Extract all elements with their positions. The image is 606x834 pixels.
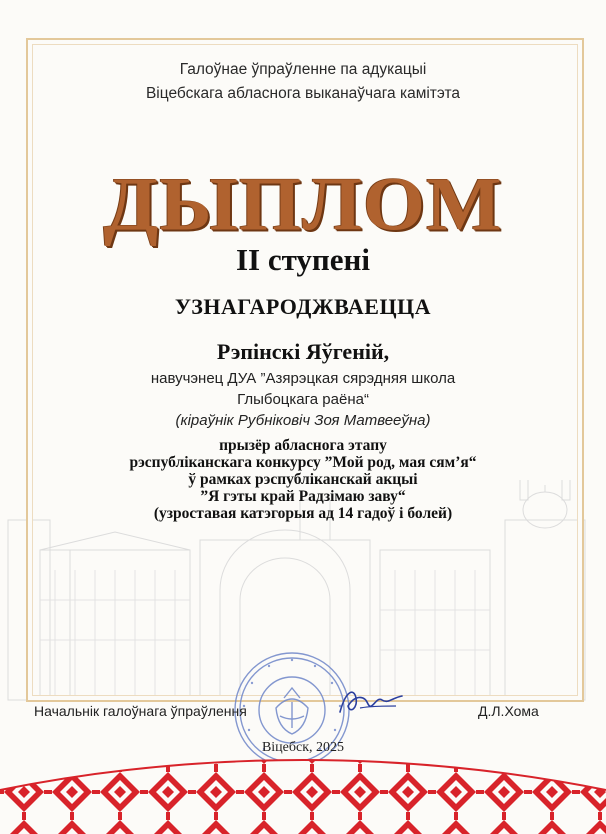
- diploma-title: ДЫПЛОМ: [103, 163, 503, 247]
- issuer-line-2: Віцебскага абласнога выканаўчага камітэта: [145, 85, 461, 102]
- recipient-school-line-2: Глыбоцкага раёна“: [237, 391, 369, 408]
- recipient-info: [0, 368, 606, 431]
- national-ornament-band: [0, 720, 606, 834]
- recipient-school-line-1: навучэнец ДУА ”Азярэцкая сярэдняя школа: [150, 370, 456, 387]
- prize-line-5: (узроставая катэгорыя ад 14 гадоў і болей): [153, 505, 453, 522]
- handwritten-signature-icon: [336, 684, 406, 720]
- prize-line-1: прызёр абласнога этапу: [219, 437, 387, 454]
- signatory-position: Начальнік галоўнага ўпраўлення: [34, 703, 247, 719]
- prize-line-3: ў рамках рэспубліканскай акцыі: [188, 471, 418, 488]
- diploma-degree: II ступені: [235, 242, 371, 277]
- issuer-header: [0, 58, 606, 106]
- prize-line-4: ”Я гэты край Радзімаю заву“: [200, 488, 406, 505]
- prize-line-2: рэспубліканскага конкурсу ”Мой род, мая сям’я“: [129, 454, 477, 471]
- recipient-name: Рэпінскі Яўгеній,: [216, 339, 390, 364]
- place-and-date: Віцебск, 2025: [261, 740, 345, 755]
- issuer-line-1: Галоўнае ўпраўленне па адукацыі: [179, 61, 427, 78]
- prize-description: [0, 437, 606, 522]
- awarded-heading: УЗНАГАРОДЖВАЕЦЦА: [174, 294, 432, 319]
- recipient-leader: (кіраўнік Рубніковіч Зоя Матвееўна): [175, 412, 431, 429]
- signatory-name: Д.Л.Хома: [478, 703, 539, 719]
